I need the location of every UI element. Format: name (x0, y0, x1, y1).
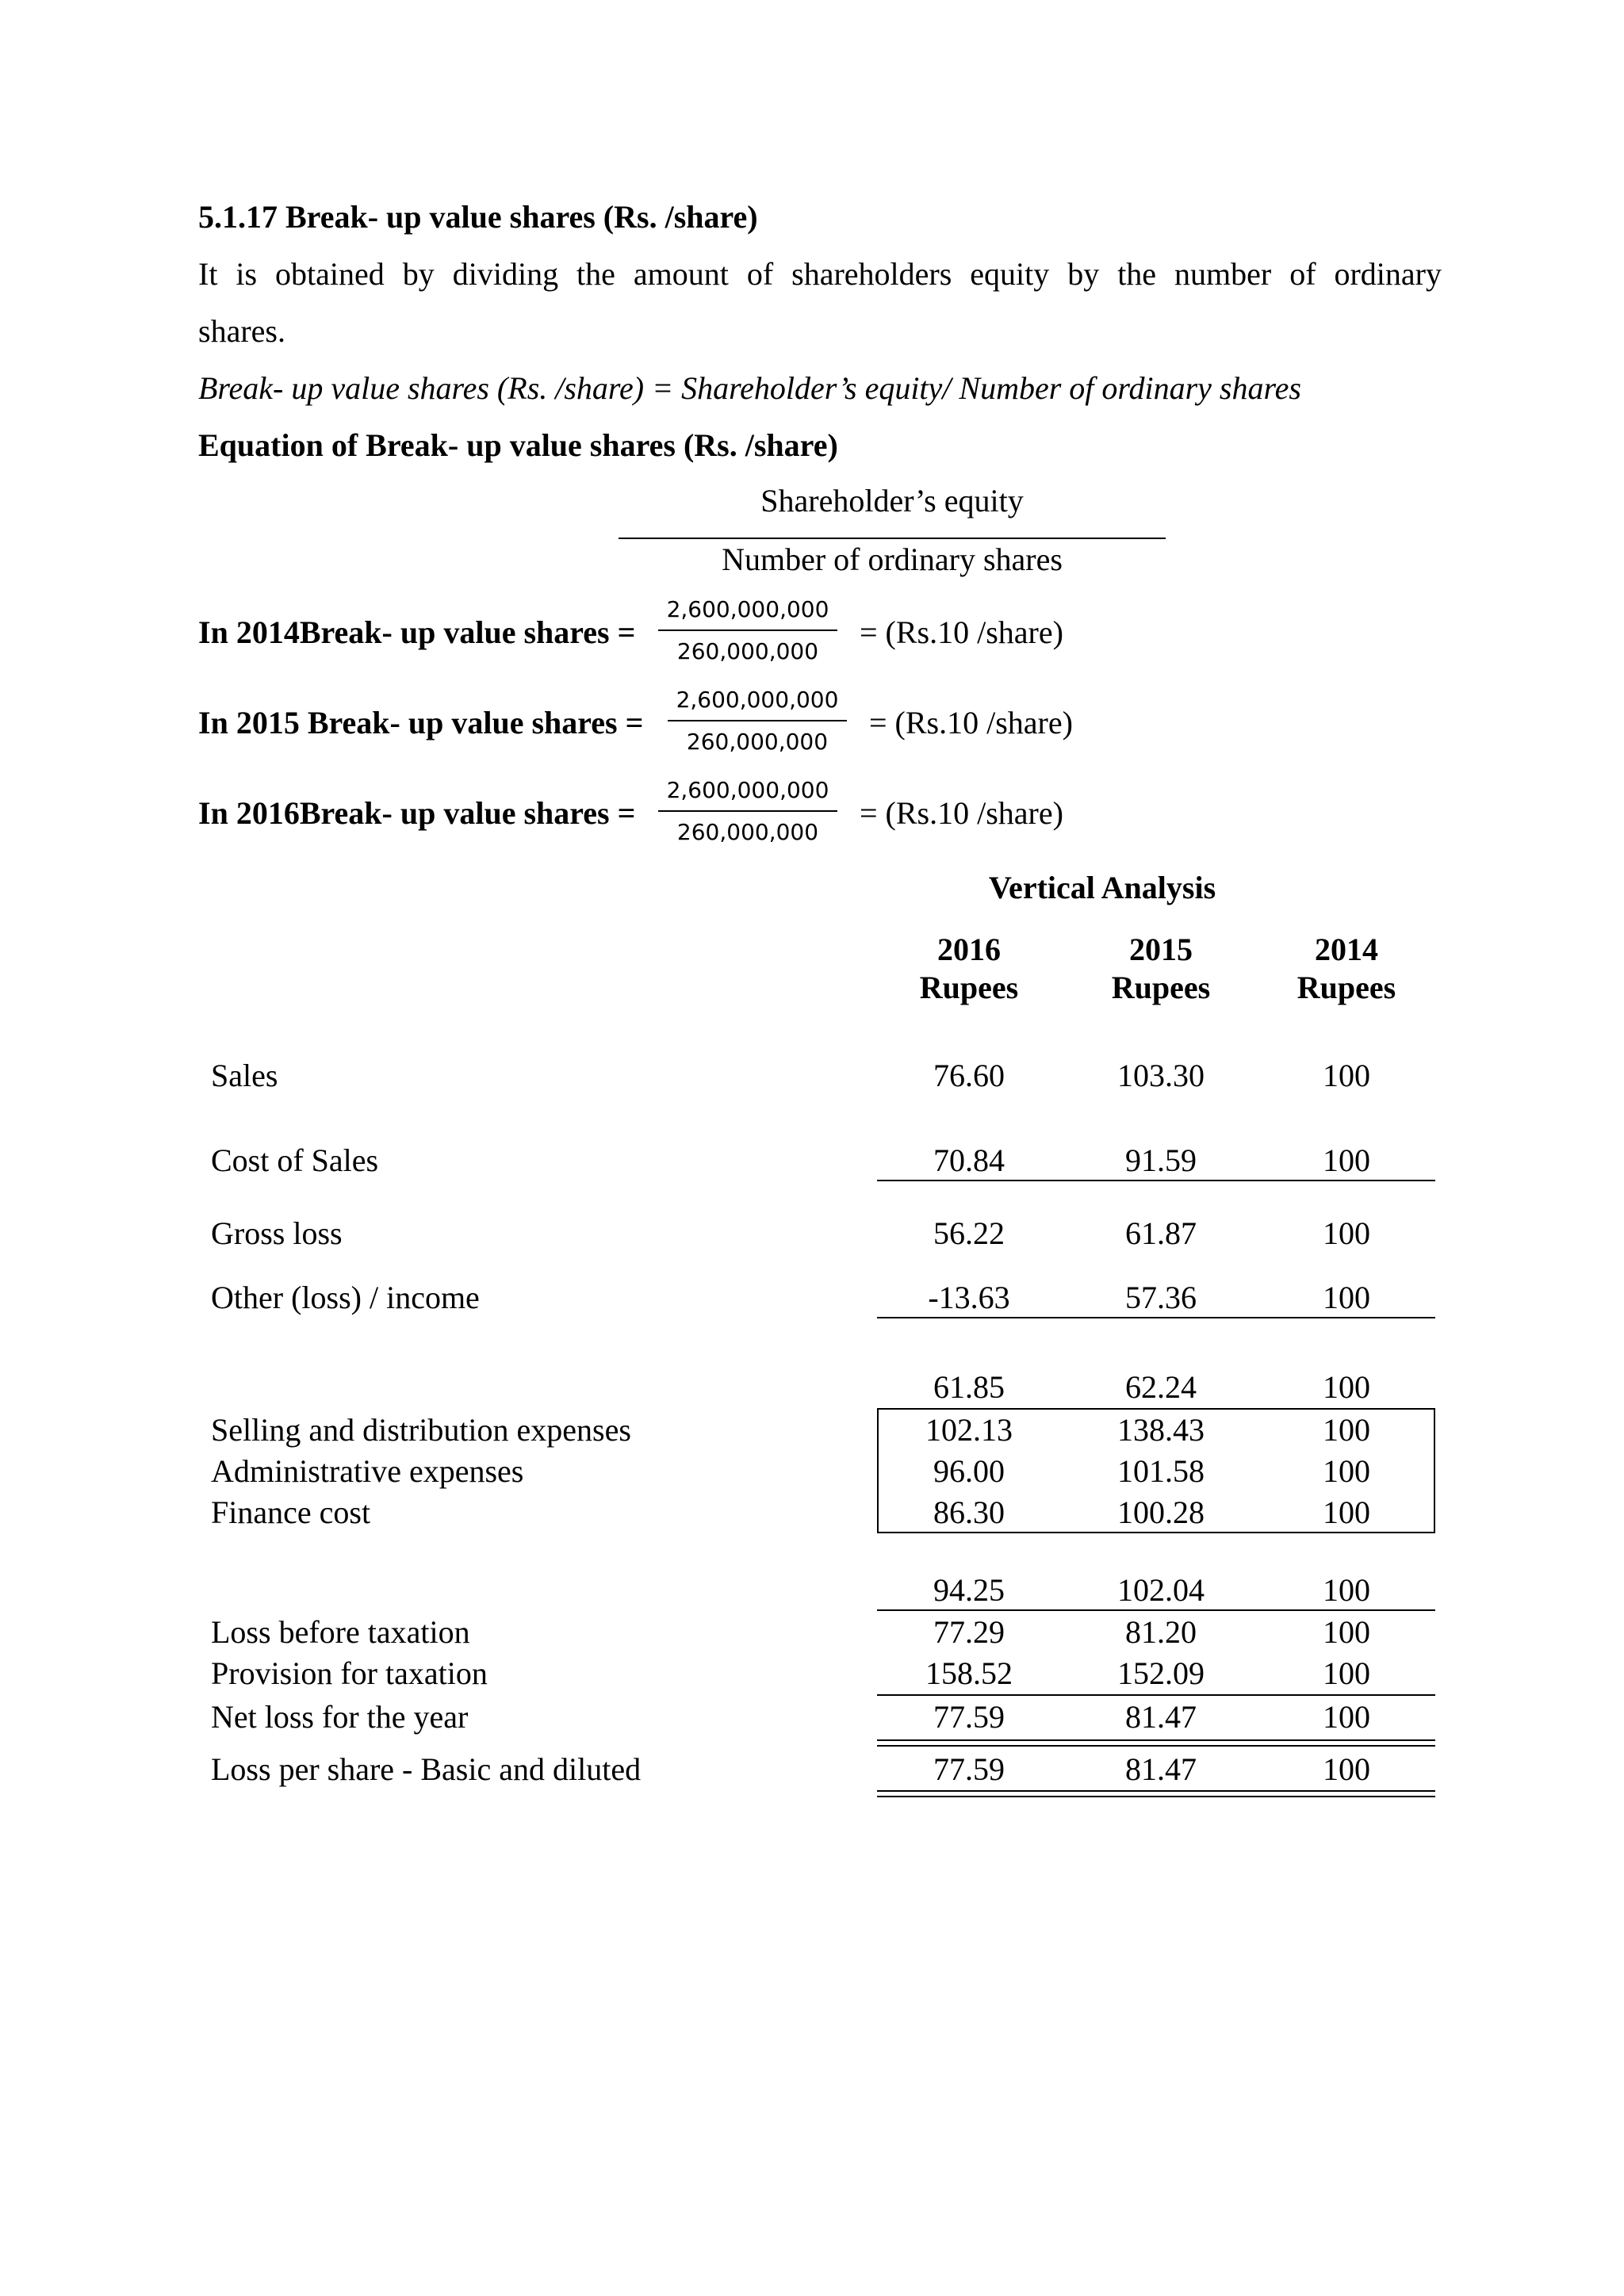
row-label: Net loss for the year (211, 1699, 469, 1735)
paragraph-line-1: It is obtained by dividing the amount of shareholders equity by the number of ordinary (198, 256, 1442, 292)
cell-2016: 86.30 (933, 1494, 1005, 1530)
rule (877, 1694, 1435, 1696)
cell-2014: 100 (1323, 1412, 1370, 1448)
cell-2015: 103.30 (1117, 1058, 1205, 1093)
row-label: Other (loss) / income (211, 1280, 480, 1315)
row-label: Cost of Sales (211, 1142, 379, 1178)
formula-italic: Break- up value shares (Rs. /share) = Shareholder’s equity/ Number of ordinary shares (198, 370, 1301, 406)
calc-result: = (Rs.10 /share) (860, 795, 1063, 831)
double-rule-bottom (877, 1745, 1435, 1747)
rule (877, 1180, 1435, 1181)
cell-2015: 101.58 (1117, 1453, 1205, 1489)
cell-2014: 100 (1323, 1142, 1370, 1178)
equation-heading: Equation of Break- up value shares (Rs. /share) (198, 427, 838, 463)
calc-denominator: 260,000,000 (676, 819, 819, 845)
cell-2016: 56.22 (933, 1215, 1005, 1251)
cell-2014: 100 (1323, 1751, 1370, 1787)
fraction-numerator: Shareholder’s equity (760, 483, 1024, 519)
calc-numerator: 2,600,000,000 (666, 596, 829, 622)
section-title: 5.1.17 Break- up value shares (Rs. /share) (198, 199, 758, 235)
cell-2016: 76.60 (933, 1058, 1005, 1093)
cell-2015: 152.09 (1117, 1655, 1205, 1691)
row-label: Gross loss (211, 1215, 343, 1251)
calc-fraction-bar (668, 720, 847, 721)
col-header-unit: Rupees (919, 970, 1019, 1005)
cell-2015: 100.28 (1117, 1494, 1205, 1530)
cell-2015: 81.47 (1125, 1751, 1197, 1787)
cell-2014: 100 (1323, 1215, 1370, 1251)
calc-label: In 2016Break- up value shares = (198, 795, 636, 831)
cell-2015: 102.04 (1117, 1572, 1205, 1608)
col-header-unit: Rupees (1111, 970, 1211, 1005)
double-rule-bottom (877, 1796, 1435, 1797)
calc-numerator: 2,600,000,000 (666, 777, 829, 803)
row-label: Loss per share - Basic and diluted (211, 1751, 642, 1787)
box-top-rule (877, 1408, 1435, 1410)
rule (877, 1317, 1435, 1318)
row-label: Provision for taxation (211, 1655, 488, 1691)
calc-numerator: 2,600,000,000 (676, 687, 839, 713)
fraction-denominator: Number of ordinary shares (722, 541, 1063, 577)
fraction-bar (619, 538, 1166, 539)
cell-2014: 100 (1323, 1453, 1370, 1489)
col-header-year: 2015 (1129, 932, 1193, 967)
row-label: Sales (211, 1058, 278, 1093)
calc-result: = (Rs.10 /share) (869, 705, 1073, 740)
cell-2014: 100 (1323, 1369, 1370, 1405)
row-label: Loss before taxation (211, 1614, 470, 1650)
cell-2016: 102.13 (925, 1412, 1013, 1448)
cell-2014: 100 (1323, 1280, 1370, 1315)
cell-2014: 100 (1323, 1572, 1370, 1608)
cell-2014: 100 (1323, 1614, 1370, 1650)
calc-label: In 2014Break- up value shares = (198, 614, 636, 650)
col-header-unit: Rupees (1297, 970, 1396, 1005)
row-label: Administrative expenses (211, 1453, 524, 1489)
double-rule-top (877, 1739, 1435, 1741)
cell-2015: 91.59 (1125, 1142, 1197, 1178)
cell-2016: 61.85 (933, 1369, 1005, 1405)
double-rule-top (877, 1790, 1435, 1792)
cell-2016: 77.29 (933, 1614, 1005, 1650)
cell-2014: 100 (1323, 1655, 1370, 1691)
cell-2015: 81.20 (1125, 1614, 1197, 1650)
paragraph-line-2: shares. (198, 313, 285, 349)
calc-fraction-bar (658, 810, 837, 812)
col-header-year: 2016 (937, 932, 1001, 967)
cell-2014: 100 (1323, 1494, 1370, 1530)
cell-2015: 57.36 (1125, 1280, 1197, 1315)
row-label: Selling and distribution expenses (211, 1412, 631, 1448)
cell-2016: 77.59 (933, 1699, 1005, 1735)
cell-2016: 158.52 (925, 1655, 1013, 1691)
calc-denominator: 260,000,000 (676, 638, 819, 664)
box-right-rule (1434, 1408, 1435, 1533)
cell-2016: 94.25 (933, 1572, 1005, 1608)
rule (877, 1609, 1435, 1611)
cell-2015: 62.24 (1125, 1369, 1197, 1405)
cell-2014: 100 (1323, 1699, 1370, 1735)
col-header-year: 2014 (1315, 932, 1378, 967)
calc-label: In 2015 Break- up value shares = (198, 705, 644, 740)
cell-2015: 138.43 (1117, 1412, 1205, 1448)
cell-2015: 81.47 (1125, 1699, 1197, 1735)
cell-2016: 77.59 (933, 1751, 1005, 1787)
box-left-rule (877, 1408, 879, 1533)
calc-denominator: 260,000,000 (686, 729, 829, 755)
box-bottom-rule (877, 1532, 1435, 1533)
cell-2015: 61.87 (1125, 1215, 1197, 1251)
calc-fraction-bar (658, 629, 837, 631)
cell-2016: -13.63 (928, 1280, 1010, 1315)
table-title: Vertical Analysis (988, 870, 1216, 905)
cell-2016: 70.84 (933, 1142, 1005, 1178)
cell-2016: 96.00 (933, 1453, 1005, 1489)
cell-2014: 100 (1323, 1058, 1370, 1093)
calc-result: = (Rs.10 /share) (860, 614, 1063, 650)
row-label: Finance cost (211, 1494, 371, 1530)
